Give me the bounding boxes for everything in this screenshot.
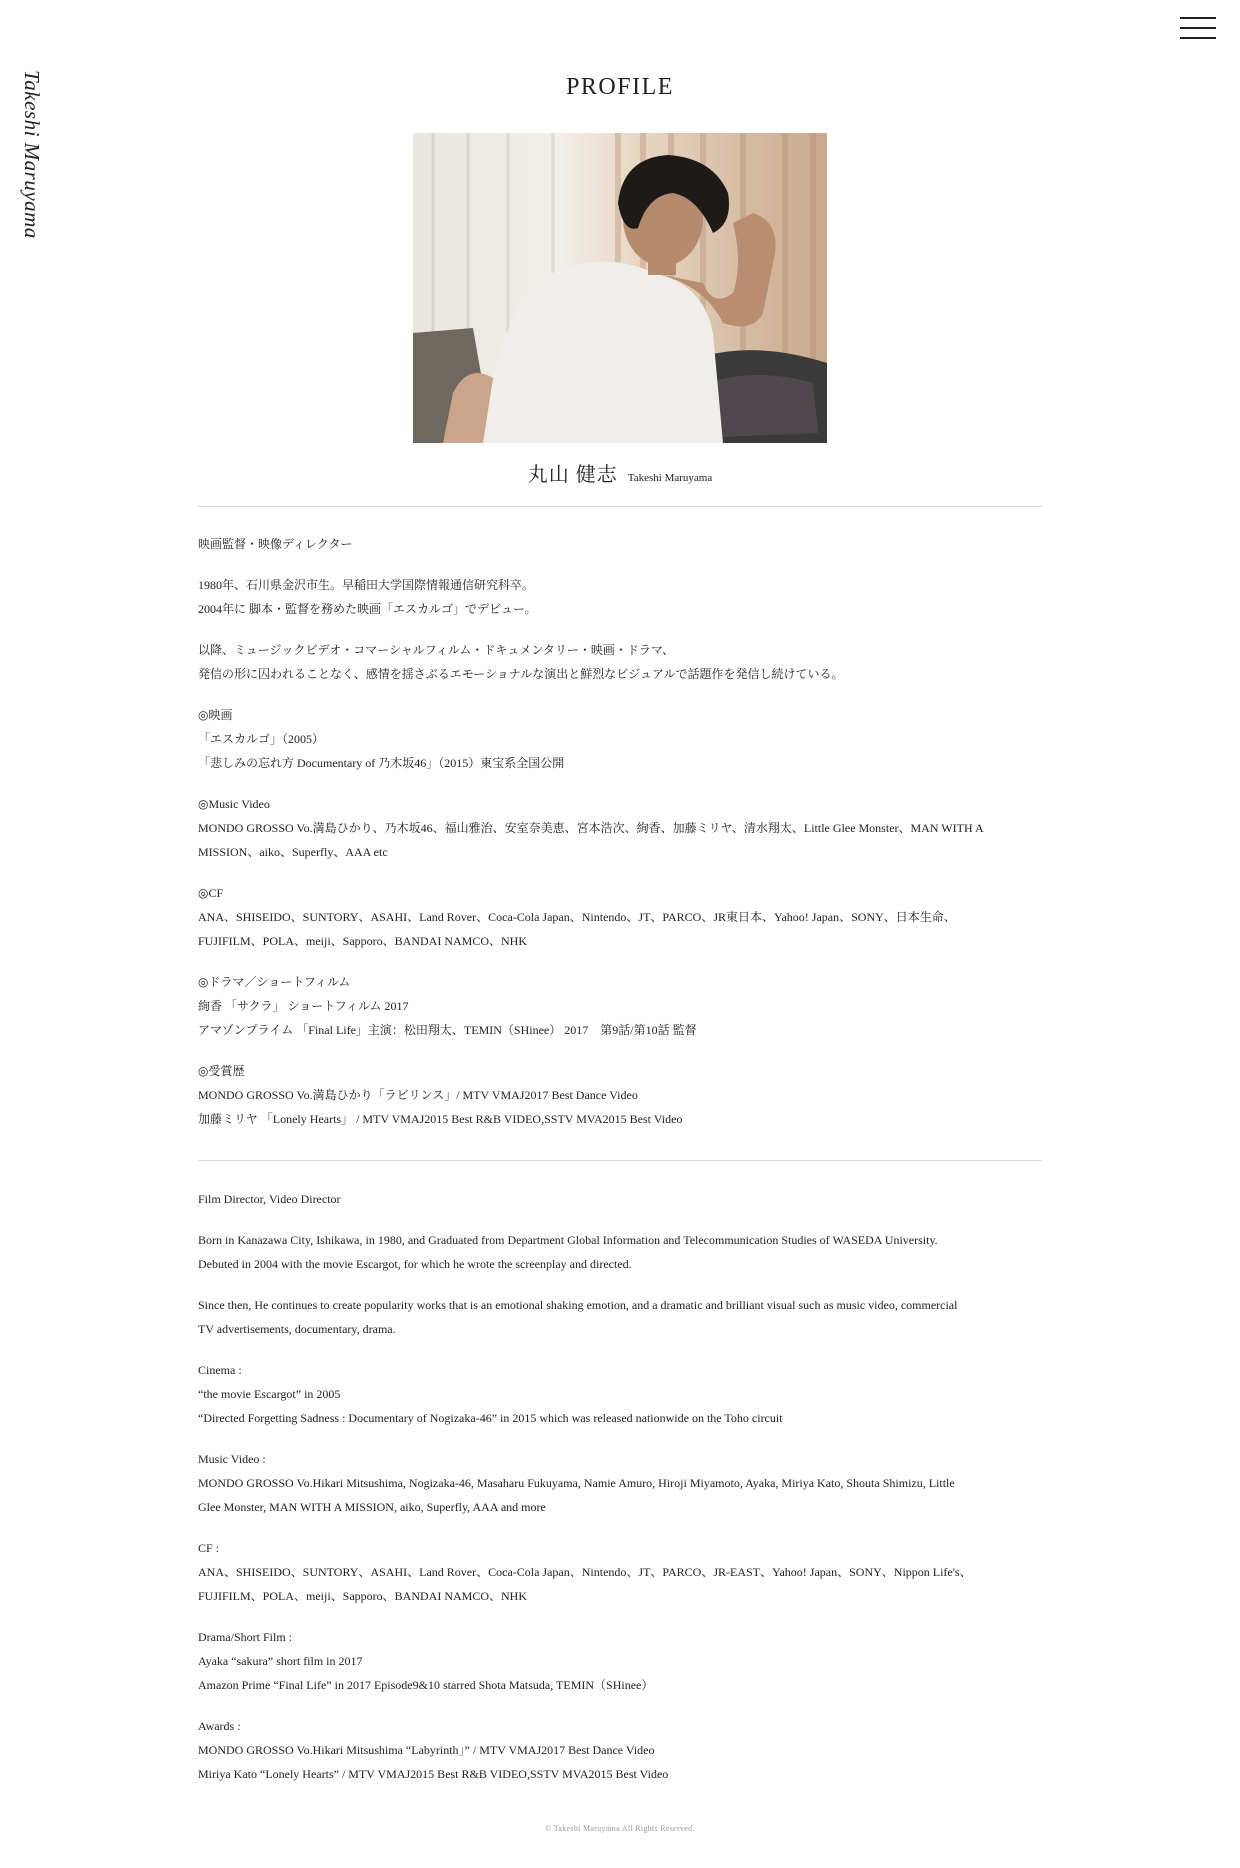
list-item: MONDO GROSSO Vo.満島ひかり、乃木坂46、福山雅治、安室奈美恵、宮本浩次、絢香、加藤ミリヤ、清水翔太、Little Glee Monster、MAN WITH A xyxy=(198,821,984,835)
section-heading: ◎映画 xyxy=(198,708,233,722)
list-item: MONDO GROSSO Vo.Hikari Mitsushima “Labyrinth」” / MTV VMAJ2017 Best Dance Video xyxy=(198,1743,655,1757)
en-bio-block xyxy=(198,1228,1048,1276)
section-heading: Cinema : xyxy=(198,1363,242,1377)
jp-mv-section xyxy=(198,792,1048,864)
vertical-site-logo[interactable]: Takeshi Maruyama xyxy=(20,70,44,239)
list-item: Miriya Kato “Lonely Hearts” / MTV VMAJ2015 Best R&B VIDEO,SSTV MVA2015 Best Video xyxy=(198,1767,669,1781)
en-bio-block xyxy=(198,1293,1048,1341)
list-item: MONDO GROSSO Vo.満島ひかり「ラビリンス」/ MTV VMAJ2017 Best Dance Video xyxy=(198,1088,638,1102)
divider xyxy=(198,506,1042,507)
list-item: ANA、SHISEIDO、SUNTORY、ASAHI、Land Rover、Coca-Cola Japan、Nintendo、JT、PARCO、JR-EAST、Yahoo! Japan、SONY、Nippon Life's、 xyxy=(198,1565,972,1579)
en-bio-line: Debuted in 2004 with the movie Escargot, for which he wrote the screenplay and directed. xyxy=(198,1257,632,1271)
jp-bio-block xyxy=(198,638,1048,686)
jp-bio-line: 以降、ミュージックビデオ・コマーシャルフィルム・ドキュメンタリー・映画・ドラマ、 xyxy=(198,643,675,657)
list-item: MONDO GROSSO Vo.Hikari Mitsushima, Nogizaka-46, Masaharu Fukuyama, Namie Amuro, Hiroji Miyamoto, Ayaka, Miriya Kato, Shouta Shimizu, Little xyxy=(198,1476,955,1490)
list-item: 「悲しみの忘れ方 Documentary of 乃木坂46」（2015）東宝系全国公開 xyxy=(198,756,565,770)
section-heading: Music Video : xyxy=(198,1452,266,1466)
hamburger-menu-button[interactable] xyxy=(1180,16,1216,40)
jp-bio-block xyxy=(198,573,1048,621)
section-heading: ◎CF xyxy=(198,886,224,900)
en-award-section xyxy=(198,1714,1048,1786)
jp-bio-line: 発信の形に囚われることなく、感情を揺さぶるエモーショナルな演出と鮮烈なビジュアルで話題作を発信し続けている。 xyxy=(198,667,844,681)
jp-film-section xyxy=(198,703,1048,775)
section-heading: CF : xyxy=(198,1541,220,1555)
list-item: Amazon Prime “Final Life” in 2017 Episode9&10 starred Shota Matsuda, TEMIN（SHinee） xyxy=(198,1678,654,1692)
section-heading: Drama/Short Film : xyxy=(198,1630,292,1644)
list-item: “the movie Escargot” in 2005 xyxy=(198,1387,341,1401)
list-item: 「エスカルゴ」（2005） xyxy=(198,732,325,746)
list-item: ANA、SHISEIDO、SUNTORY、ASAHI、Land Rover、Coca-Cola Japan、Nintendo、JT、PARCO、JR東日本、Yahoo! Japan、SONY、日本生命、 xyxy=(198,910,956,924)
jp-award-section xyxy=(198,1059,1048,1131)
name-japanese: 丸山 健志 xyxy=(527,464,618,486)
jp-drama-section xyxy=(198,970,1048,1042)
profile-english xyxy=(198,1187,1048,1803)
list-item: MISSION、aiko、Superfly、AAA etc xyxy=(198,845,388,859)
en-drama-section xyxy=(198,1625,1048,1697)
hamburger-icon-line xyxy=(1180,27,1216,29)
list-item: “Directed Forgetting Sadness : Documentary of Nogizaka-46” in 2015 which was released nationwide on the Toho circuit xyxy=(198,1411,783,1425)
jp-cf-section xyxy=(198,881,1048,953)
hamburger-icon xyxy=(1180,17,1216,19)
list-item: 加藤ミリヤ 「Lonely Hearts」 / MTV VMAJ2015 Best R&B VIDEO,SSTV MVA2015 Best Video xyxy=(198,1112,683,1126)
list-item: FUJIFILM、POLA、meiji、Sapporo、BANDAI NAMCO、NHK xyxy=(198,934,528,948)
en-bio-line: TV advertisements, documentary, drama. xyxy=(198,1322,396,1336)
jp-bio-line: 2004年に 脚本・監督を務めた映画「エスカルゴ」でデビュー。 xyxy=(198,602,537,616)
hamburger-icon-line xyxy=(1180,37,1216,39)
jp-role: 映画監督・映像ディレクター xyxy=(198,537,353,551)
list-item: FUJIFILM、POLA、meiji、Sapporo、BANDAI NAMCO、NHK xyxy=(198,1589,528,1603)
divider xyxy=(198,1160,1042,1161)
profile-japanese xyxy=(198,532,1048,1148)
en-cf-section xyxy=(198,1536,1048,1608)
profile-name xyxy=(0,458,1240,487)
en-bio-line: Since then, He continues to create popularity works that is an emotional shaking emotion, and a dramatic and brilliant visual such as music video, commercial xyxy=(198,1298,958,1312)
en-mv-section xyxy=(198,1447,1048,1519)
jp-bio-line: 1980年、石川県金沢市生。早稲田大学国際情報通信研究科卒。 xyxy=(198,578,535,592)
en-bio-line: Born in Kanazawa City, Ishikawa, in 1980, and Graduated from Department Global Information and Telecommunication Studies of WASEDA University. xyxy=(198,1233,938,1247)
en-role: Film Director, Video Director xyxy=(198,1192,341,1206)
section-heading: ◎Music Video xyxy=(198,797,270,811)
page-title: PROFILE xyxy=(566,74,674,100)
name-english: Takeshi Maruyama xyxy=(627,472,713,484)
list-item: Ayaka “sakura” short film in 2017 xyxy=(198,1654,363,1668)
section-heading: ◎ドラマ／ショートフィルム xyxy=(198,975,351,989)
list-item: 絢香 「サクラ」 ショートフィルム 2017 xyxy=(198,999,409,1013)
section-heading: Awards : xyxy=(198,1719,241,1733)
list-item: アマゾンプライム 「Final Life」主演：松田翔太、TEMIN（SHinee） 2017 第9話/第10話 監督 xyxy=(198,1023,697,1037)
en-cinema-section xyxy=(198,1358,1048,1430)
profile-photo xyxy=(413,133,827,443)
section-heading: ◎受賞歴 xyxy=(198,1064,245,1078)
list-item: Glee Monster, MAN WITH A MISSION, aiko, Superfly, AAA and more xyxy=(198,1500,546,1514)
footer-copyright: © Takeshi Maruyama All Rights Reserved. xyxy=(545,1824,695,1833)
